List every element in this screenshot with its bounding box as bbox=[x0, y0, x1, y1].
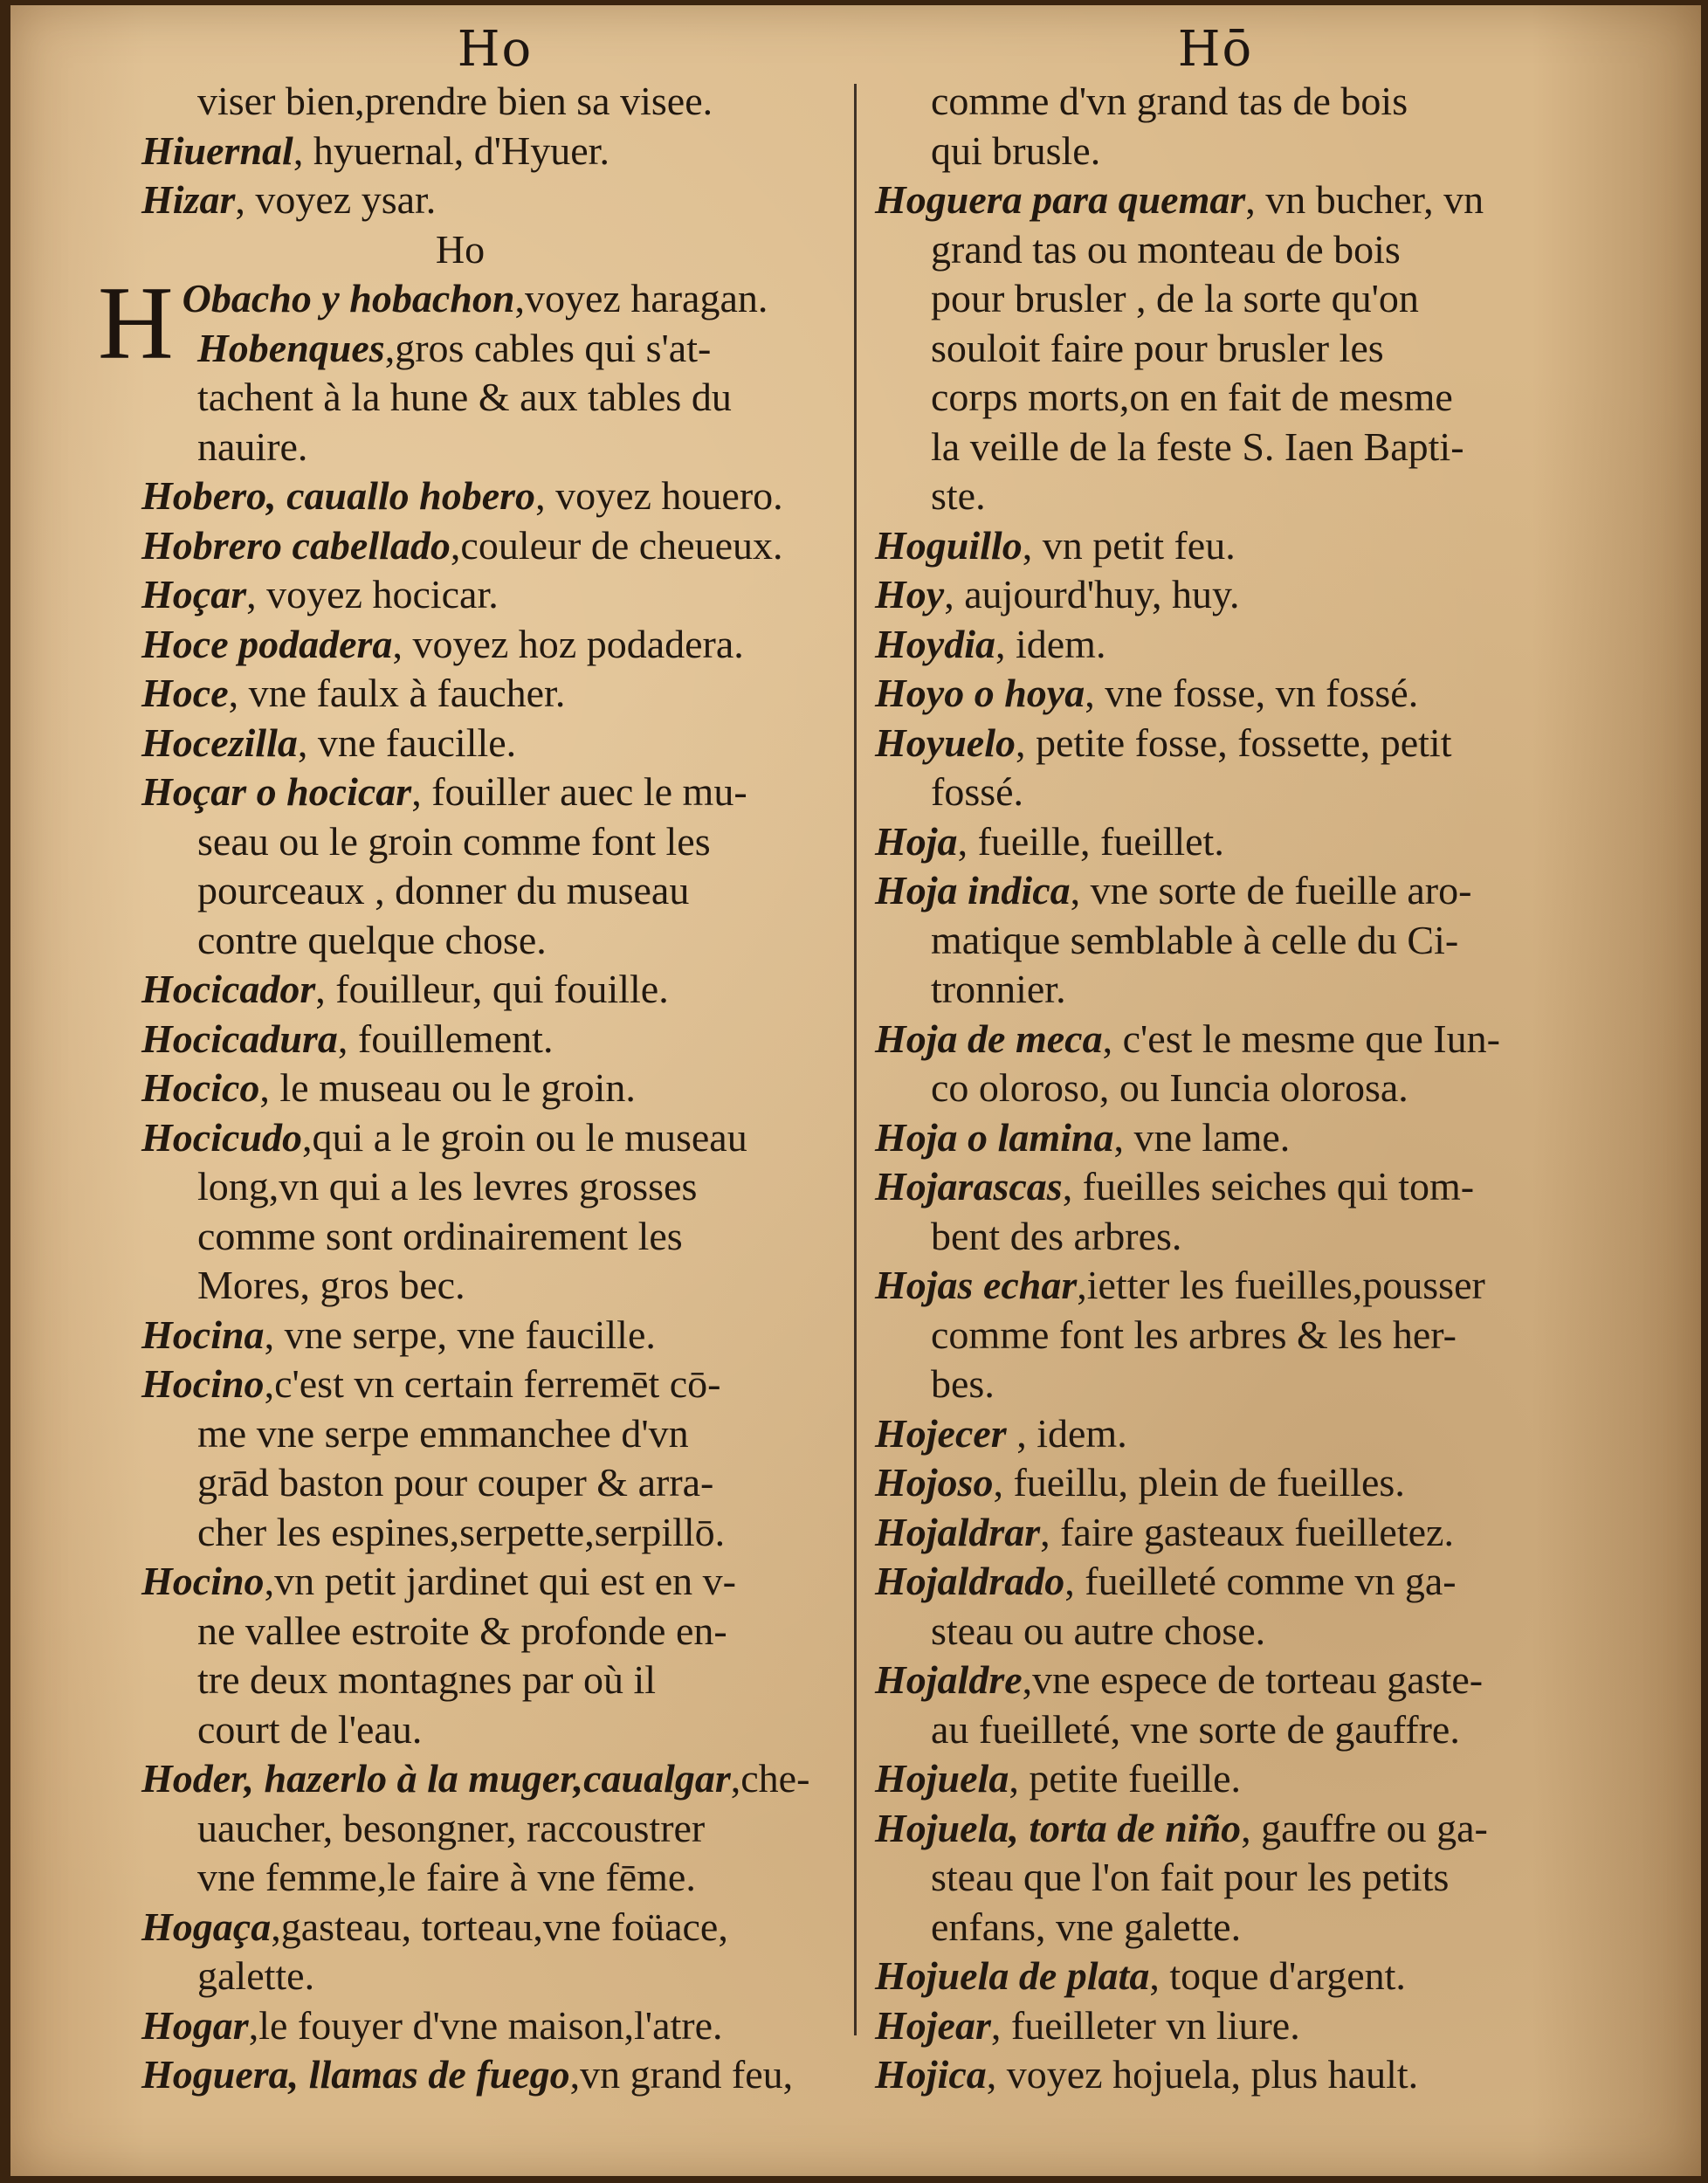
entry-continuation-line bbox=[875, 1705, 1643, 1755]
headword: Hojecer bbox=[875, 1410, 1007, 1456]
dictionary-entry-line bbox=[875, 1557, 1643, 1607]
entry-continuation-line bbox=[875, 916, 1643, 966]
definition-text: , fouiller auec le mu- bbox=[411, 769, 747, 814]
definition-text: qui brusle. bbox=[931, 127, 1101, 173]
entry-continuation-line bbox=[141, 77, 910, 127]
definition-text: ,vn grand feu, bbox=[569, 2052, 794, 2097]
headword: Hobrero cabellado bbox=[141, 522, 451, 568]
headword: Hoce podadera bbox=[141, 621, 393, 666]
dictionary-entry-line bbox=[141, 620, 910, 670]
right-column bbox=[875, 77, 1643, 2100]
entry-continuation-line bbox=[875, 324, 1643, 374]
definition-text: me vne serpe emmanchee d'vn bbox=[197, 1410, 689, 1456]
definition-text: ,vn petit jardinet qui est en v- bbox=[264, 1559, 736, 1603]
definition-text: , vn bucher, vn bbox=[1245, 177, 1484, 222]
dictionary-entry-line bbox=[141, 768, 910, 817]
dictionary-entry-line bbox=[875, 669, 1643, 719]
definition-text: la veille de la feste S. Iaen Bapti- bbox=[931, 424, 1464, 469]
headword: Hocicador bbox=[141, 967, 316, 1011]
definition-text: , voyez hocicar. bbox=[246, 572, 499, 616]
entry-continuation-line bbox=[141, 1261, 910, 1311]
dictionary-entry-line bbox=[141, 570, 910, 620]
definition-text: corps morts,on en fait de mesme bbox=[931, 375, 1453, 419]
definition-text: , hyuernal, d'Hyuer. bbox=[293, 127, 610, 173]
definition-text: , idem. bbox=[1006, 1410, 1127, 1456]
dictionary-entry-line bbox=[875, 817, 1643, 867]
definition-text: steau ou autre chose. bbox=[931, 1608, 1266, 1653]
book-page bbox=[10, 5, 1701, 2176]
dictionary-entry-line bbox=[875, 1162, 1643, 1212]
definition-text: ,vne espece de torteau gaste- bbox=[1022, 1657, 1484, 1702]
dictionary-entry-line bbox=[141, 127, 910, 176]
headword: Hoguera para quemar bbox=[875, 177, 1246, 222]
definition-text: ,le fouyer d'vne maison,l'atre. bbox=[248, 2002, 723, 2048]
dictionary-entry-line bbox=[141, 2001, 910, 2051]
definition-text: , voyez hoz podadera. bbox=[392, 621, 744, 666]
entry-continuation-line bbox=[141, 1409, 910, 1459]
definition-text: bent des arbres. bbox=[931, 1213, 1182, 1258]
dictionary-entry-line bbox=[141, 719, 910, 768]
headword: Hoja de meca bbox=[875, 1016, 1103, 1061]
dictionary-entry-line bbox=[875, 176, 1643, 225]
dictionary-entry-line bbox=[875, 2050, 1643, 2100]
entry-continuation-line bbox=[875, 472, 1643, 521]
entry-continuation-line bbox=[875, 965, 1643, 1015]
entry-continuation-line bbox=[141, 1212, 910, 1262]
dictionary-entry-line bbox=[875, 719, 1643, 768]
dictionary-entry-line bbox=[141, 1360, 910, 1409]
definition-text: galette. bbox=[197, 1953, 315, 1998]
entry-continuation-line bbox=[141, 423, 910, 472]
dictionary-entry-line bbox=[875, 521, 1643, 571]
headword: Hocicadura bbox=[141, 1016, 338, 1061]
dictionary-entry-line bbox=[875, 1409, 1643, 1459]
definition-text: ,c'est vn certain ferremēt cō- bbox=[264, 1361, 721, 1406]
definition-text: court de l'eau. bbox=[197, 1706, 423, 1752]
entry-continuation-line bbox=[141, 817, 910, 867]
definition-text: grād baston pour couper & arra- bbox=[197, 1460, 714, 1505]
definition-text: bes. bbox=[931, 1361, 995, 1406]
definition-text: vne femme,le faire à vne fēme. bbox=[197, 1855, 696, 1899]
drop-cap-letter: H bbox=[98, 265, 174, 381]
headword: Hojarascas bbox=[875, 1164, 1063, 1209]
headword: Hocezilla bbox=[141, 720, 298, 765]
headword: Hizar bbox=[141, 177, 236, 222]
definition-text: , voyez ysar. bbox=[235, 177, 437, 222]
definition-text: comme font les arbres & les her- bbox=[931, 1312, 1457, 1357]
left-running-head: Ho bbox=[457, 21, 534, 78]
definition-text: , gauffre ou ga- bbox=[1241, 1805, 1488, 1850]
left-column bbox=[98, 77, 910, 2100]
headword: Hojoso bbox=[875, 1460, 994, 1505]
headword: Hoçar o hocicar bbox=[141, 769, 412, 814]
dictionary-entry-line bbox=[875, 1113, 1643, 1163]
dictionary-entry-line bbox=[141, 324, 910, 374]
entry-continuation-line bbox=[875, 373, 1643, 423]
definition-text: contre quelque chose. bbox=[197, 917, 547, 962]
definition-text: ,voyez haragan. bbox=[514, 276, 768, 320]
dictionary-entry-line bbox=[875, 1508, 1643, 1558]
definition-text: , faire gasteaux fueilletez. bbox=[1040, 1509, 1454, 1554]
headword: Hojuela, torta de niño bbox=[875, 1805, 1242, 1850]
definition-text: , petite fueille. bbox=[1009, 1756, 1242, 1801]
definition-text: , fueilles seiches qui tom- bbox=[1062, 1164, 1475, 1209]
definition-text: comme d'vn grand tas de bois bbox=[931, 79, 1408, 123]
definition-text: , vn petit feu. bbox=[1022, 522, 1236, 568]
dictionary-entry-line bbox=[875, 866, 1643, 916]
definition-text: , toque d'argent. bbox=[1149, 1953, 1406, 1998]
definition-text: ,couleur de cheueux. bbox=[450, 522, 783, 568]
headword: Hoja bbox=[875, 818, 958, 864]
definition-text: , aujourd'huy, huy. bbox=[944, 572, 1240, 616]
entry-continuation-line bbox=[875, 1607, 1643, 1656]
dictionary-entry-line bbox=[141, 2050, 910, 2100]
headword: Hoguera, llamas de fuego bbox=[141, 2052, 570, 2097]
definition-text: , le museau ou le groin. bbox=[259, 1065, 636, 1110]
entry-continuation-line bbox=[141, 373, 910, 423]
headword: Hojas echar bbox=[875, 1263, 1078, 1307]
dictionary-entry-line bbox=[141, 669, 910, 719]
dictionary-entry-line bbox=[875, 1656, 1643, 1705]
headword: Hojaldre bbox=[875, 1657, 1023, 1702]
dictionary-entry-line bbox=[875, 620, 1643, 670]
entry-continuation-line bbox=[141, 1804, 910, 1854]
definition-text: , vne faulx à faucher. bbox=[228, 671, 566, 715]
headword: Hoyuelo bbox=[875, 720, 1016, 765]
definition-text: tre deux montagnes par où il bbox=[197, 1657, 657, 1702]
headword: Hojuela de plata bbox=[875, 1953, 1150, 1998]
headword: Hobenques bbox=[197, 325, 385, 370]
entry-continuation-line bbox=[141, 1508, 910, 1558]
entry-continuation-line bbox=[875, 1311, 1643, 1360]
entry-continuation-line bbox=[141, 1656, 910, 1705]
definition-text: pour brusler , de la sorte qu'on bbox=[931, 276, 1419, 320]
definition-text: uaucher, besongner, raccoustrer bbox=[197, 1805, 706, 1850]
headword: Hocino bbox=[141, 1559, 265, 1603]
dictionary-entry-line bbox=[875, 570, 1643, 620]
dictionary-entry-line bbox=[141, 1557, 910, 1607]
definition-text: , voyez hojuela, plus hault. bbox=[986, 2052, 1419, 2097]
definition-text: Mores, gros bec. bbox=[197, 1263, 465, 1307]
definition-text: comme sont ordinairement les bbox=[197, 1213, 683, 1258]
headword: Hoguillo bbox=[875, 522, 1023, 568]
definition-text: matique semblable à celle du Ci- bbox=[931, 917, 1459, 962]
headword: Hocicudo bbox=[141, 1114, 302, 1160]
entry-continuation-line bbox=[875, 1064, 1643, 1113]
dictionary-entry-line bbox=[141, 1064, 910, 1113]
headword: Hoçar bbox=[141, 572, 247, 616]
entry-continuation-line bbox=[875, 1853, 1643, 1903]
headword: Hoce bbox=[141, 671, 229, 715]
dictionary-entry-line bbox=[875, 1261, 1643, 1311]
headword: Hocico bbox=[141, 1065, 260, 1110]
headword: Hogar bbox=[141, 2002, 249, 2048]
definition-text: tachent à la hune & aux tables du bbox=[197, 375, 732, 419]
right-running-head: Hō bbox=[1177, 21, 1254, 78]
headword: Hogaça bbox=[141, 1904, 272, 1949]
headword: Hojaldrar bbox=[875, 1509, 1041, 1554]
entry-continuation-line bbox=[875, 77, 1643, 127]
dictionary-entry-line bbox=[875, 1952, 1643, 2001]
headword: Hoy bbox=[875, 572, 945, 616]
entry-continuation-line bbox=[141, 1705, 910, 1755]
section-heading: Ho bbox=[435, 226, 486, 272]
definition-text: nauire. bbox=[197, 424, 308, 469]
definition-text: ,gasteau, torteau,vne foüace, bbox=[271, 1904, 728, 1949]
dictionary-entry-line bbox=[141, 1754, 910, 1804]
headword: Hojuela bbox=[875, 1756, 1009, 1801]
definition-text: , fueilleté comme vn ga- bbox=[1064, 1559, 1457, 1603]
dictionary-entry-line bbox=[875, 1754, 1643, 1804]
dictionary-entry-line bbox=[141, 472, 910, 521]
dictionary-entry-line bbox=[141, 176, 910, 225]
dictionary-entry-line bbox=[141, 1113, 910, 1163]
headword: Hojica bbox=[875, 2052, 987, 2097]
definition-text: enfans, vne galette. bbox=[931, 1904, 1242, 1949]
definition-text: , vne faucille. bbox=[297, 720, 517, 765]
dictionary-entry-line bbox=[141, 965, 910, 1015]
entry-continuation-line bbox=[875, 1903, 1643, 1952]
entry-continuation-line bbox=[141, 866, 910, 916]
dictionary-entry-line bbox=[875, 1804, 1643, 1854]
definition-text: ste. bbox=[931, 473, 986, 518]
headword: Hocino bbox=[141, 1361, 265, 1406]
entry-continuation-line bbox=[875, 768, 1643, 817]
definition-text: co oloroso, ou Iuncia olorosa. bbox=[931, 1065, 1408, 1110]
entry-continuation-line bbox=[141, 1853, 910, 1903]
definition-text: , fouillement. bbox=[337, 1016, 554, 1061]
definition-text: , fueille, fueillet. bbox=[957, 818, 1224, 864]
entry-continuation-line bbox=[875, 1360, 1643, 1409]
definition-text: fossé. bbox=[931, 769, 1024, 814]
definition-text: , vne sorte de fueille aro- bbox=[1070, 868, 1472, 912]
definition-text: long,vn qui a les levres grosses bbox=[197, 1164, 698, 1209]
definition-text: pourceaux , donner du museau bbox=[197, 868, 690, 912]
definition-text: souloit faire pour brusler les bbox=[931, 325, 1384, 370]
entry-continuation-line bbox=[875, 274, 1643, 324]
definition-text: steau que l'on fait pour les petits bbox=[931, 1855, 1450, 1899]
dictionary-entry-line bbox=[141, 1015, 910, 1064]
headword: Hoja indica bbox=[875, 868, 1071, 912]
entry-continuation-line bbox=[141, 1952, 910, 2001]
definition-text: seau ou le groin comme font les bbox=[197, 818, 711, 864]
headword: Hoder, hazerlo à la muger,caualgar bbox=[141, 1756, 731, 1801]
definition-text: viser bien,prendre bien sa visee. bbox=[197, 79, 713, 123]
definition-text: cher les espines,serpette,serpillō. bbox=[197, 1509, 726, 1554]
definition-text: au fueilleté, vne sorte de gauffre. bbox=[931, 1706, 1460, 1752]
dictionary-entry-line bbox=[875, 1015, 1643, 1064]
definition-text: , voyez houero. bbox=[535, 473, 783, 518]
dictionary-entry-line bbox=[141, 1311, 910, 1360]
entry-continuation-line bbox=[875, 423, 1643, 472]
entry-continuation-line bbox=[141, 1607, 910, 1656]
definition-text: , vne serpe, vne faucille. bbox=[264, 1312, 656, 1357]
definition-text: , fueilleter vn liure. bbox=[990, 2002, 1300, 2048]
definition-text: , vne lame. bbox=[1113, 1114, 1291, 1160]
headword: Hocina bbox=[141, 1312, 265, 1357]
entry-continuation-line bbox=[875, 225, 1643, 275]
definition-text: , idem. bbox=[995, 621, 1106, 666]
definition-text: tronnier. bbox=[931, 967, 1066, 1011]
definition-text: , c'est le mesme que Iun- bbox=[1102, 1016, 1500, 1061]
dictionary-entry-line bbox=[141, 521, 910, 571]
headword: Hojaldrado bbox=[875, 1559, 1065, 1603]
headword: Hojear bbox=[875, 2002, 991, 2048]
definition-text: , fueillu, plein de fueilles. bbox=[993, 1460, 1405, 1505]
definition-text: ,gros cables qui s'at- bbox=[384, 325, 712, 370]
definition-text: , petite fosse, fossette, petit bbox=[1015, 720, 1452, 765]
definition-text: ,ietter les fueilles,pousser bbox=[1077, 1263, 1485, 1307]
entry-continuation-line bbox=[875, 1212, 1643, 1262]
definition-text: , vne fosse, vn fossé. bbox=[1085, 671, 1419, 715]
headword: Hiuernal bbox=[141, 127, 293, 173]
headword: Hoydia bbox=[875, 621, 995, 666]
definition-text: ne vallee estroite & profonde en- bbox=[197, 1608, 727, 1653]
definition-text: ,che- bbox=[730, 1756, 810, 1801]
entry-continuation-line bbox=[141, 1162, 910, 1212]
definition-text: , fouilleur, qui fouille. bbox=[315, 967, 669, 1011]
entry-continuation-line bbox=[141, 1458, 910, 1508]
entry-continuation-line bbox=[875, 127, 1643, 176]
definition-text: ,qui a le groin ou le museau bbox=[301, 1114, 747, 1160]
definition-text: grand tas ou monteau de bois bbox=[931, 226, 1401, 272]
headword: Hoyo o hoya bbox=[875, 671, 1085, 715]
headword: Hoja o lamina bbox=[875, 1114, 1114, 1160]
dictionary-entry-line bbox=[141, 1903, 910, 1952]
headword: Hobero, cauallo hobero bbox=[141, 473, 536, 518]
headword: Obacho y hobachon bbox=[182, 276, 515, 320]
dictionary-entry-line bbox=[875, 2001, 1643, 2051]
entry-continuation-line bbox=[141, 916, 910, 966]
dictionary-entry-line bbox=[875, 1458, 1643, 1508]
